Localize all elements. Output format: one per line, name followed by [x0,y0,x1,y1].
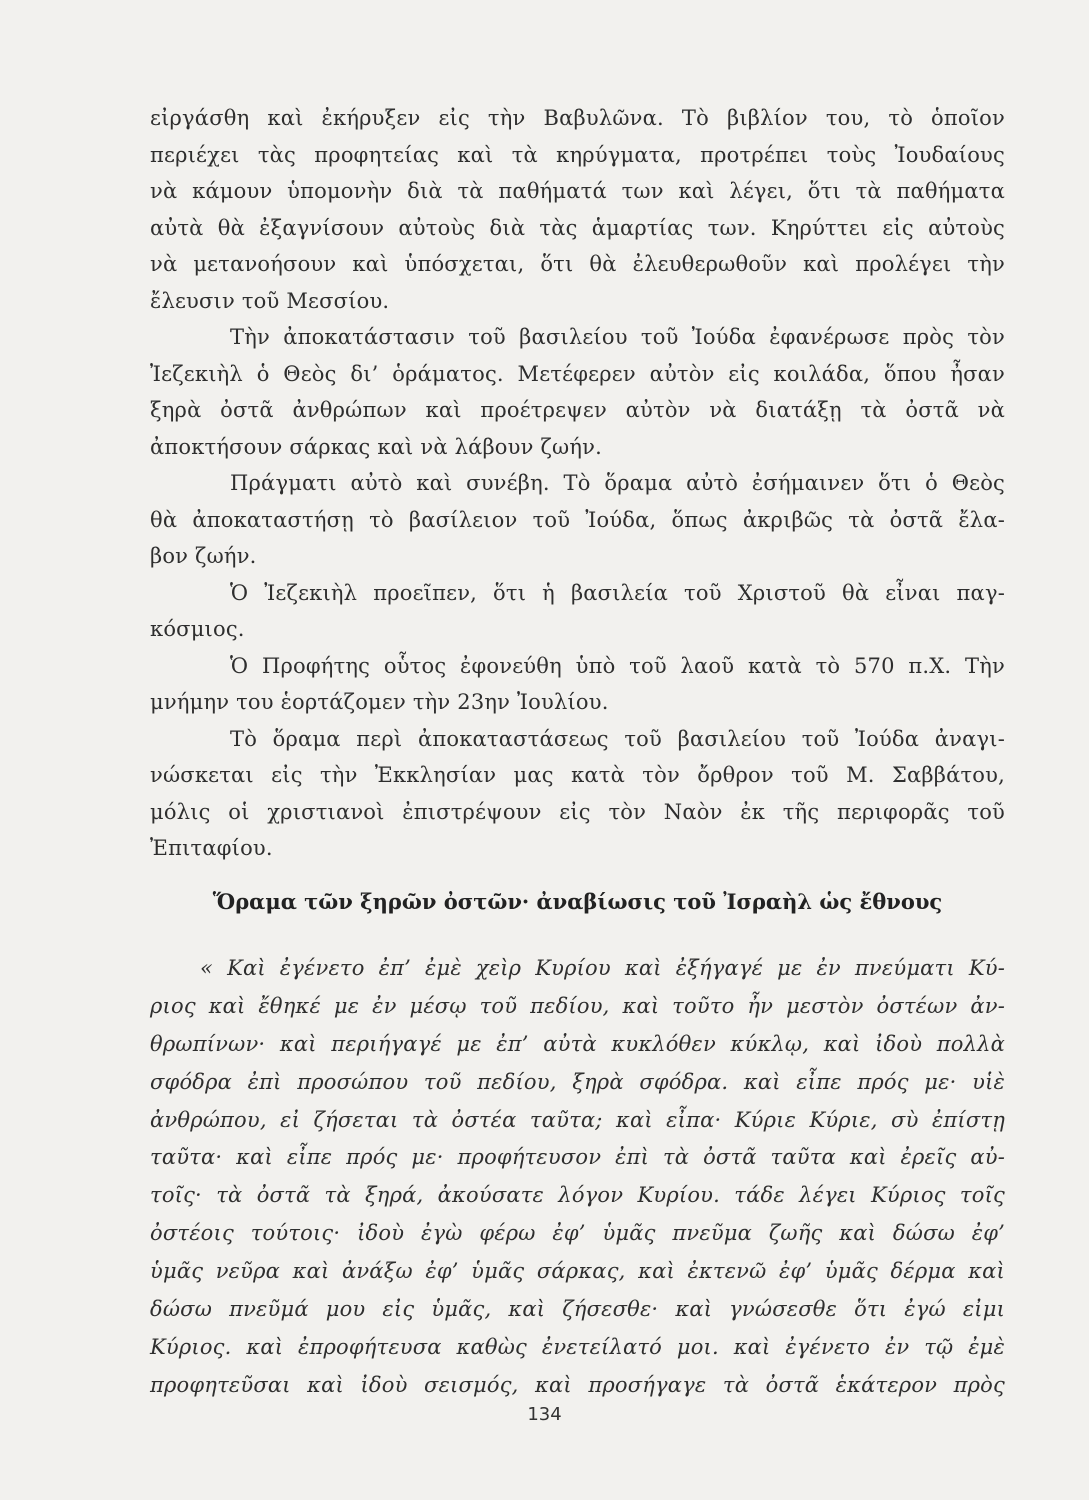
text-line: βον ζωήν. [150,544,257,568]
quote-line: ὀστέοις τούτοις· ἰδοὺ ἐγὼ φέρω ἐφ’ ὑμᾶς πνεῦμα ζωῆς καὶ δώσω ἐφ’ [150,1221,1005,1246]
text-line: εἰργάσθη καὶ ἐκήρυξεν εἰς τὴν Βαβυλῶνα. Τὸ βιβλίον του, τὸ ὁποῖον [150,106,1005,130]
body-text [150,100,1005,867]
quote-line: ριος καὶ ἔθηκέ με ἐν μέσῳ τοῦ πεδίου, καὶ τοῦτο ἦν μεστὸν ὀστέων ἀν- [150,993,1005,1018]
text-line: αὐτὰ θὰ ἐξαγνίσουν αὐτοὺς διὰ τὰς ἁμαρτίας των. Κηρύττει εἰς αὐτοὺς [150,215,1005,240]
quote-line: Κύριος. καὶ ἐπροφήτευσα καθὼς ἐνετείλατό μοι. καὶ ἐγένετο ἐν τῷ ἐμὲ [150,1334,1005,1359]
text-line: Ἰεζεκιὴλ ὁ Θεὸς δι’ ὁράματος. Μετέφερεν αὐτὸν εἰς κοιλάδα, ὅπου ἦσαν [150,361,1005,386]
text-line: μόλις οἱ χριστιανοὶ ἐπιστρέψουν εἰς τὸν Ναὸν ἐκ τῆς περιφορᾶς τοῦ [150,799,1005,824]
text-line: Τὸ ὅραμα περὶ ἀποκαταστάσεως τοῦ βασιλείου τοῦ Ἰούδα ἀναγι- [230,726,1005,751]
page-number: 134 [527,1404,562,1425]
text-line: νὰ μετανοήσουν καὶ ὑπόσχεται, ὅτι θὰ ἐλευθερωθοῦν καὶ προλέγει τὴν [150,252,1005,276]
quote-line: ἀνθρώπου, εἰ ζήσεται τὰ ὀστέα ταῦτα; καὶ εἶπα· Κύριε Κύριε, σὺ ἐπίστῃ [150,1107,1005,1132]
text-line: ξηρὰ ὀστᾶ ἀνθρώπων καὶ προέτρεψεν αὐτὸν νὰ διατάξῃ τὰ ὀστᾶ νὰ [150,398,1005,422]
text-line: νώσκεται εἰς τὴν Ἐκκλησίαν μας κατὰ τὸν ὄρθρον τοῦ Μ. Σαββάτου, [150,763,1005,787]
quote-line: ὑμᾶς νεῦρα καὶ ἀνάξω ἐφ’ ὑμᾶς σάρκας, καὶ ἐκτενῶ ἐφ’ ὑμᾶς δέρμα καὶ [150,1259,1005,1284]
text-line: μνήμην του ἑορτάζομεν τὴν 23ην Ἰουλίου. [150,690,609,714]
quote-line: σφόδρα ἐπὶ προσώπου τοῦ πεδίου, ξηρὰ σφόδρα. καὶ εἶπε πρός με· υἱὲ [150,1069,1005,1094]
text-line: νὰ κάμουν ὑπομονὴν διὰ τὰ παθήματά των καὶ λέγει, ὅτι τὰ παθήματα [150,179,1005,203]
quote-line: θρωπίνων· καὶ περιήγαγέ με ἐπ’ αὐτὰ κυκλόθεν κύκλῳ, καὶ ἰδοὺ πολλὰ [150,1031,1005,1056]
text-line: Ἐπιταφίου. [150,836,273,860]
text-line: κόσμιος. [150,617,245,641]
quote-line: προφητεῦσαι καὶ ἰδοὺ σεισμός, καὶ προσήγαγε τὰ ὀστᾶ ἑκάτερον πρὸς [150,1372,1005,1397]
quote-line: τοῖς· τὰ ὀστᾶ τὰ ξηρά, ἀκούσατε λόγον Κυρίου. τάδε λέγει Κύριος τοῖς [150,1183,1005,1208]
text-line: περιέχει τὰς προφητείας καὶ τὰ κηρύγματα, προτρέπει τοὺς Ἰουδαίους [150,142,1005,167]
text-line: Πράγματι αὐτὸ καὶ συνέβη. Τὸ ὅραμα αὐτὸ ἐσήμαινεν ὅτι ὁ Θεὸς [230,471,1005,495]
text-line: Ὁ Προφήτης οὗτος ἐφονεύθη ὑπὸ τοῦ λαοῦ κατὰ τὸ 570 π.Χ. Τὴν [230,653,1005,678]
quote-line: ταῦτα· καὶ εἶπε πρός με· προφήτευσον ἐπὶ τὰ ὀστᾶ ταῦτα καὶ ἐρεῖς αὐ- [150,1145,1005,1170]
section-heading: Ὅραμα τῶν ξηρῶν ὀστῶν· ἀναβίωσις τοῦ Ἰσραὴλ ὡς ἔθνους [212,889,943,914]
quote-line: « Καὶ ἐγένετο ἐπ’ ἐμὲ χεὶρ Κυρίου καὶ ἐξήγαγέ με ἐν πνεύματι Κύ- [200,956,1005,980]
scripture-quote [150,950,1005,1405]
text-line: Ὁ Ἰεζεκιὴλ προεῖπεν, ὅτι ἡ βασιλεία τοῦ Χριστοῦ θὰ εἶναι παγ- [230,580,1005,605]
text-line: ἀποκτήσουν σάρκας καὶ νὰ λάβουν ζωήν. [150,434,602,459]
quote-line: δώσω πνεῦμά μου εἰς ὑμᾶς, καὶ ζήσεσθε· καὶ γνώσεσθε ὅτι ἐγώ εἰμι [150,1297,1005,1322]
text-line: ἔλευσιν τοῦ Μεσσίου. [150,288,390,313]
text-line: θὰ ἀποκαταστήσῃ τὸ βασίλειον τοῦ Ἰούδα, ὅπως ἀκριβῶς τὰ ὀστᾶ ἔλα- [150,507,1005,532]
text-line: Τὴν ἀποκατάστασιν τοῦ βασιλείου τοῦ Ἰούδα ἐφανέρωσε πρὸς τὸν [230,325,1005,349]
